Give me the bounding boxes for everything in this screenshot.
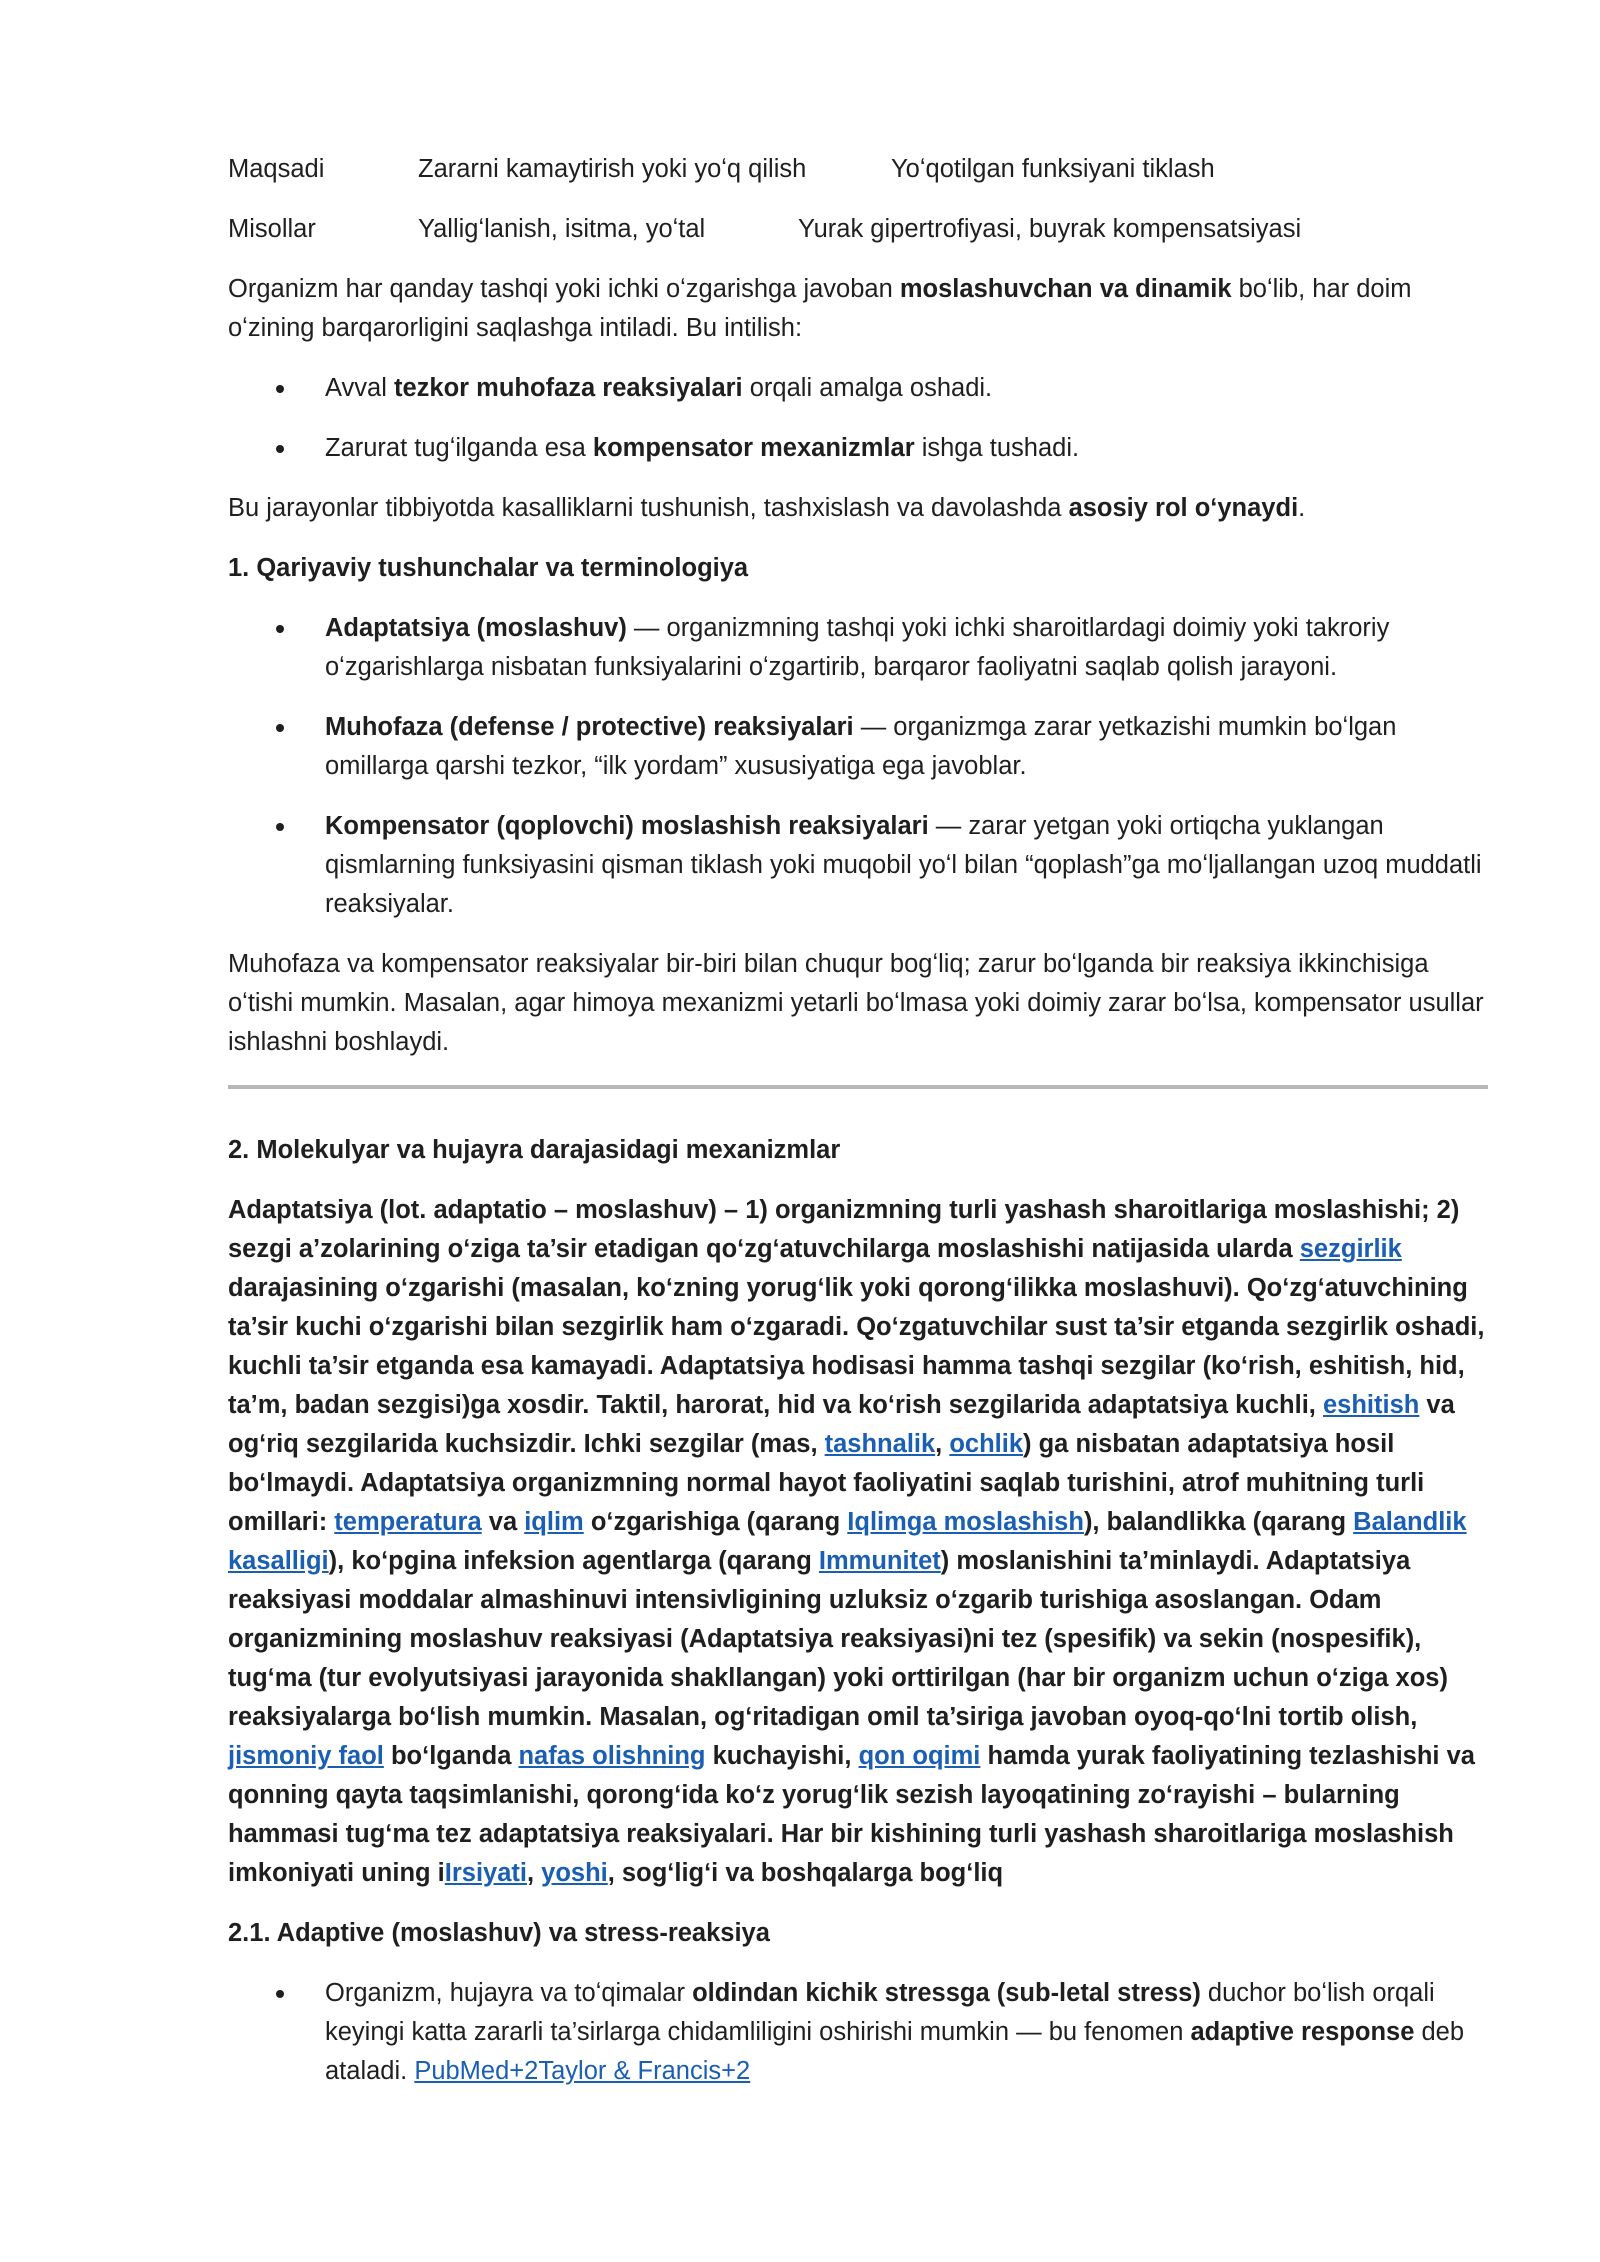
- text: ishga tushadi.: [914, 434, 1080, 462]
- intro-list: [228, 369, 1488, 468]
- table-row: [228, 150, 1488, 189]
- list-item: [228, 807, 1488, 924]
- bold-text: moslashuvchan va dinamik: [899, 275, 1232, 303]
- list-item: [228, 429, 1488, 468]
- link-source-citation[interactable]: PubMed+2Taylor & Francis+2: [414, 2057, 751, 2085]
- text: darajasining oʻzgarishi (masalan, koʻzning yorugʻlik yoki qorongʻilikka moslashuvi). Qoʻzgʻatuvchining ta’sir kuchi oʻzgarishi bilan sezgirlik ham oʻzgaradi. Qoʻzgatuvchilar sust ta’sir etganda sezgirlik oshadi, kuchli ta’sir etganda esa kamayadi. Adaptatsiya hodisasi hamma tashqi sezgilar (koʻrish, eshitish, hid, ta’m, badan sezgisi)ga xosdir. Taktil, harorat, hid va koʻrish sezgilarida adaptatsiya kuchli,: [228, 1274, 1485, 1419]
- section-heading: 2. Molekulyar va hujayra darajasidagi mexanizmlar: [228, 1136, 841, 1164]
- table-cell: Zararni kamaytirish yoki yoʻq qilish: [418, 155, 807, 183]
- definition: — organizmning tashqi yoki ichki sharoitlardagi doimiy yoki takroriy oʻzgarishlarga nisbatan funksiyalarini oʻzgartirib, barqaror faoliyatni saqlab qolish jarayoni.: [325, 614, 1390, 681]
- text: , sogʻligʻi va boshqalarga bogʻliq: [607, 1859, 1004, 1887]
- link-jismoniy-faol[interactable]: jismoniy faol: [228, 1742, 384, 1770]
- table-cell: Maqsadi: [228, 155, 325, 183]
- adaptation-paragraph: [228, 1191, 1488, 1893]
- text: ) moslanishini ta’minlaydi. Adaptatsiya reaksiyasi moddalar almashinuvi intensivligining uzluksiz oʻzgarib turishiga asoslangan. Odam organizmining moslashuv reaksiyasi (Adaptatsiya reaksiyasi)ni tez (spesifik) va sekin (nospesifik), tugʻma (tur evolyutsiyasi jarayonida shakllangan) yoki orttirilgan (har bir organizm uchun oʻziga xos) reaksiyalarga boʻlish mumkin. Masalan, ogʻritadigan omil ta’siriga javoban oyoq-qoʻlni tortib olish,: [228, 1547, 1448, 1731]
- text: Bu jarayonlar tibbiyotda kasalliklarni tushunish, tashxislash va davolashda: [228, 494, 1069, 522]
- text: ), balandlikka (qarang: [1083, 1508, 1354, 1536]
- text: ) ga nisbatan adaptatsiya hosil boʻlmaydi. Adaptatsiya organizmning normal hayot faoliyatini saqlab turishini, atrof muhitning turli omillari:: [228, 1430, 1425, 1536]
- text: oʻzgarishiga (qarang: [583, 1508, 848, 1536]
- term: Kompensator (qoplovchi) moslashish reaksiyalari: [325, 812, 929, 840]
- link-balandlik-kasalligi[interactable]: Balandlik kasalligi: [228, 1508, 1467, 1575]
- link-eshitish[interactable]: eshitish: [1322, 1391, 1420, 1419]
- text: ,: [935, 1430, 950, 1458]
- text: Avval: [325, 374, 394, 402]
- text: boʻlganda: [383, 1742, 519, 1770]
- list-item: [228, 609, 1488, 687]
- term: Adaptatsiya (moslashuv): [325, 614, 627, 642]
- link-irsiyati[interactable]: Irsiyati: [444, 1859, 527, 1887]
- table-cell: Misollar: [228, 215, 316, 243]
- text: hamda yurak faoliyatining tezlashishi va qonning qayta taqsimlanishi, qorongʻida koʻz yorugʻlik sezish layoqatining zoʻrayishi – bularning hammasi tugʻma tez adaptatsiya reaksiyalari. Har bir kishining turli yashash sharoitlariga moslashish imkoniyati uning i: [228, 1742, 1475, 1887]
- text: Organizm har qanday tashqi yoki ichki oʻzgarishga javoban: [228, 275, 900, 303]
- table-row: [228, 210, 1488, 249]
- text: va ogʻriq sezgilarida kuchsizdir. Ichki sezgilar (mas,: [228, 1391, 1455, 1458]
- link-ochlik[interactable]: ochlik: [949, 1430, 1024, 1458]
- text: va: [481, 1508, 525, 1536]
- adaptive-response-list: [228, 1974, 1488, 2091]
- list-item: [228, 1974, 1488, 2091]
- text: Organizm, hujayra va toʻqimalar: [325, 1979, 693, 2007]
- text: Zarurat tugʻilganda esa: [325, 434, 593, 462]
- bold-text: oldindan kichik stressga (sub-letal stress): [692, 1979, 1201, 2007]
- text: boʻlib, har doim oʻzining barqarorligini saqlashga intiladi. Bu intilish:: [228, 275, 1412, 342]
- link-iqlim[interactable]: iqlim: [524, 1508, 584, 1536]
- text: orqali amalga oshadi.: [742, 374, 993, 402]
- link-immunitet[interactable]: Immunitet: [818, 1547, 941, 1575]
- horizontal-rule: [228, 1085, 1488, 1089]
- list-item: [228, 369, 1488, 408]
- bold-text: tezkor muhofaza reaksiyalari: [393, 374, 743, 402]
- text: ,: [526, 1859, 542, 1887]
- link-qon-oqimi[interactable]: qon oqimi: [858, 1742, 981, 1770]
- list-item: [228, 708, 1488, 786]
- text: duchor boʻlish orqali keyingi katta zararli ta’sirlarga chidamliligini oshirishi mumkin — bu fenomen: [325, 1979, 1435, 2046]
- link-iqlimga-moslashish[interactable]: Iqlimga moslashish: [847, 1508, 1084, 1536]
- table-cell: Yalligʻlanish, isitma, yoʻtal: [418, 215, 706, 243]
- definition: — zarar yetgan yoki ortiqcha yuklangan qismlarning funksiyasini qisman tiklash yoki muqobil yoʻl bilan “qoplash”ga moʻljallangan uzoq muddatli reaksiyalar.: [325, 812, 1482, 918]
- terminology-list: [228, 609, 1488, 924]
- bold-text: kompensator mexanizmlar: [592, 434, 915, 462]
- table-cell: Yoʻqotilgan funksiyani tiklash: [891, 155, 1215, 183]
- intro-paragraph: [228, 270, 1488, 348]
- link-yoshi[interactable]: yoshi: [541, 1859, 608, 1887]
- text: .: [1298, 494, 1306, 522]
- link-tashnalik[interactable]: tashnalik: [824, 1430, 936, 1458]
- text: deb ataladi.: [325, 2018, 1465, 2085]
- bold-text: adaptive response: [1190, 2018, 1415, 2046]
- definition: — organizmga zarar yetkazishi mumkin boʻlgan omillarga qarshi tezkor, “ilk yordam” xususiyatiga ega javoblar.: [325, 713, 1397, 780]
- section1-closing: Muhofaza va kompensator reaksiyalar bir-biri bilan chuqur bogʻliq; zarur boʻlganda bir reaksiya ikkinchisiga oʻtishi mumkin. Masalan, agar himoya mexanizmi yetarli boʻlmasa yoki doimiy zarar boʻlsa, kompensator usullar ishlashni boshlaydi.: [228, 950, 1484, 1056]
- text: Adaptatsiya (lot. adaptatio – moslashuv) – 1) organizmning turli yashash sharoitlariga moslashishi; 2) sezgi a’zolarining oʻziga ta’sir etadigan qoʻzgʻatuvchilarga moslashishi natijasida ularda: [228, 1196, 1460, 1263]
- text: kuchayishi,: [705, 1742, 859, 1770]
- link-temperatura[interactable]: temperatura: [334, 1508, 482, 1536]
- text: ), koʻpgina infeksion agentlarga (qarang: [328, 1547, 819, 1575]
- bold-text: asosiy rol oʻynaydi: [1068, 494, 1299, 522]
- subsection-heading: 2.1. Adaptive (moslashuv) va stress-reaksiya: [228, 1919, 770, 1947]
- term: Muhofaza (defense / protective) reaksiyalari: [325, 713, 854, 741]
- document-content: [228, 150, 1488, 2112]
- intro-paragraph-2: [228, 489, 1488, 528]
- link-nafas-olishning[interactable]: nafas olishning: [518, 1742, 706, 1770]
- section-heading: 1. Qariyaviy tushunchalar va terminologiya: [228, 554, 749, 582]
- table-cell: Yurak gipertrofiyasi, buyrak kompensatsiyasi: [798, 215, 1302, 243]
- link-sezgirlik[interactable]: sezgirlik: [1299, 1235, 1402, 1263]
